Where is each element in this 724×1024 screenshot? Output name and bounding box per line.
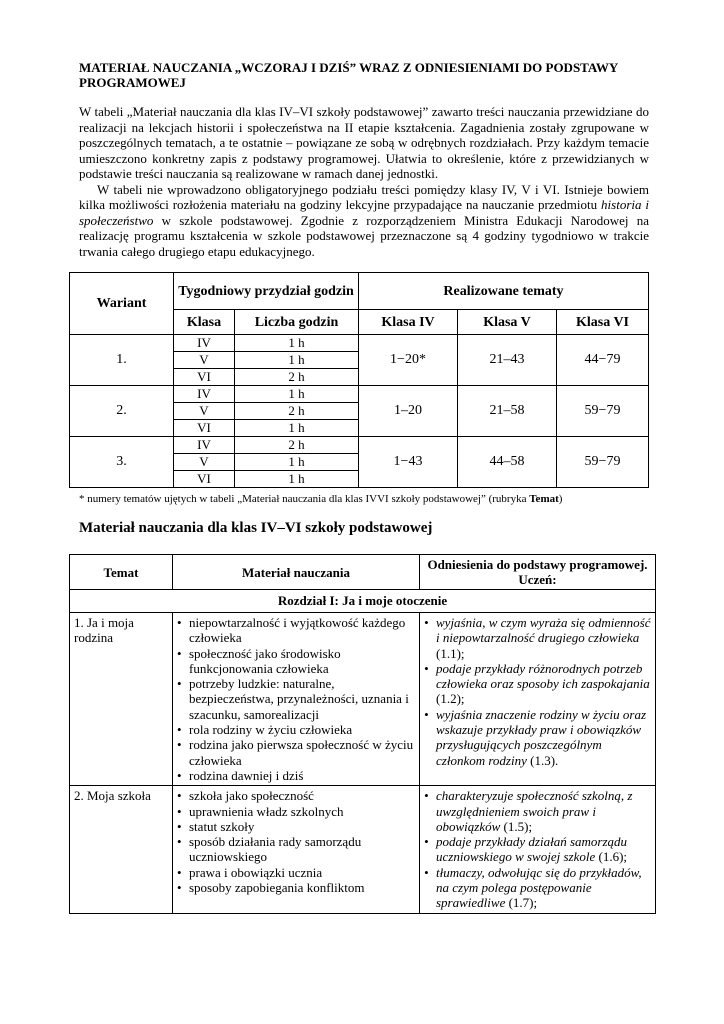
ref-number: (1.3). [526,752,559,768]
list-item [424,661,651,707]
ref-text: podaje przykłady różnorodnych potrzeb człowieka oraz sposoby ich zaspokajania [436,660,650,692]
list-item: • uprawnienia władz szkolnych [177,804,415,819]
ref-text: charakteryzuje społeczność szkolną, z uwzględnieniem swoich praw i obowiązków [436,788,633,834]
ref-text: wyjaśnia, w czym wyraża się odmienność i niepowtarzalność drugiego człowieka [436,615,651,646]
header-klasa-vi: Klasa VI [557,310,649,335]
topics-vi: 59−79 [557,437,649,488]
class-cell: VI [174,420,235,437]
ref-number: (1.1); [436,645,465,661]
header-klasa-v: Klasa V [458,310,557,335]
list-item: • sposoby zapobiegania konfliktom [177,880,415,895]
section-heading: Materiał nauczania dla klas IV–VI szkoły podstawowej [79,520,433,536]
document-title: MATERIAŁ NAUCZANIA „WCZORAJ I DZIŚ” WRAZ Z ODNIESIENIAMI DO PODSTAWY PROGRAMOWEJ [79,60,618,90]
header-przydzial: Tygodniowy przydział godzin [174,273,359,310]
list-item [424,615,651,661]
header-odniesienia: Odniesienia do podstawy programowej. Uczeń: [420,555,656,590]
intro-paragraph-2 [79,182,649,260]
hours-cell: 1 h [235,454,359,471]
topics-iv: 1−20* [359,335,458,386]
intro-text [79,104,649,259]
hours-cell: 1 h [235,352,359,369]
intro-p2-part-a: W tabeli nie wprowadzono obligatoryjnego podziału treści pomiędzy klasy IV, V i VI. Istnieje bowiem kilka możliwości rozłożenia materiału na godziny lekcyjne przypadające na nauczanie przedmiotu [79,181,649,212]
references-cell [420,786,656,913]
intro-p2-italic: historia i społeczeństwo [79,197,649,228]
variant-number: 1. [70,335,174,386]
topics-v: 44–58 [458,437,557,488]
topics-v: 21–43 [458,335,557,386]
variant-row [70,386,649,403]
variant-number: 3. [70,437,174,488]
material-cell [173,786,420,913]
list-item: • statut szkoły [177,819,415,834]
list-item: • szkoła jako społeczność [177,788,415,803]
class-cell: IV [174,437,235,454]
list-item: • społeczność jako środowisko funkcjonowania człowieka [177,646,415,677]
list-item [424,788,651,834]
footnote-end: ) [558,493,563,505]
topic-cell: 1. Ja i moja rodzina [70,613,173,786]
class-cell: IV [174,335,235,352]
curriculum-table [69,554,656,914]
ref-number: (1.2); [436,691,465,707]
list-item [424,834,651,865]
footnote-bold: Temat [529,493,559,505]
hours-cell: 1 h [235,335,359,352]
topics-v: 21–58 [458,386,557,437]
list-item: • sposób działania rady samorządu uczniowskiego [177,834,415,865]
header-tematy: Realizowane tematy [359,273,649,310]
list-item: • rola rodziny w życiu człowieka [177,722,415,737]
list-item [424,865,651,911]
class-cell: V [174,454,235,471]
topics-iv: 1–20 [359,386,458,437]
variant-number: 2. [70,386,174,437]
intro-p2-part-b: w szkole podstawowej. Zgodnie z rozporządzeniem Ministra Edukacji Narodowej na realizację programu kształcenia w szkole podstawowej przeznaczone są 4 godziny tygodniowo w trakcie trwania całego drugiego etapu edukacyjnego. [79,212,649,259]
class-cell: V [174,352,235,369]
list-item [424,707,651,768]
references-cell [420,613,656,786]
header-liczba-godzin: Liczba godzin [235,310,359,335]
table-row [70,786,656,913]
variant-row [70,335,649,352]
table-row [70,613,656,786]
header-klasa: Klasa [174,310,235,335]
ref-number: (1.6); [595,849,628,865]
header-wariant: Wariant [70,273,174,335]
list-item: • potrzeby ludzkie: naturalne, bezpieczeństwa, przynależności, uznania i szacunku, samorealizacji [177,676,415,722]
hours-cell: 1 h [235,420,359,437]
hours-cell: 2 h [235,369,359,386]
topics-vi: 59−79 [557,386,649,437]
hours-cell: 1 h [235,471,359,488]
footnote [79,493,562,505]
ref-text: podaje przykłady działań samorządu uczniowskiego w swojej szkole [436,834,628,865]
hours-cell: 2 h [235,437,359,454]
class-cell: VI [174,369,235,386]
variant-row [70,437,649,454]
list-item: • rodzina dawniej i dziś [177,768,415,783]
ref-number: (1.5); [500,818,533,834]
topics-iv: 1−43 [359,437,458,488]
footnote-text: * numery tematów ujętych w tabeli „Materiał nauczania dla klas IVVI szkoły podstawowej” (rubryka [79,493,530,505]
class-cell: V [174,403,235,420]
material-cell [173,613,420,786]
topic-cell: 2. Moja szkoła [70,786,173,913]
topics-vi: 44−79 [557,335,649,386]
list-item: • rodzina jako pierwsza społeczność w życiu człowieka [177,737,415,768]
list-item: • prawa i obowiązki ucznia [177,865,415,880]
ref-number: (1.7); [505,895,538,911]
header-klasa-iv: Klasa IV [359,310,458,335]
class-cell: VI [174,471,235,488]
class-cell: IV [174,386,235,403]
header-temat: Temat [70,555,173,590]
hours-cell: 1 h [235,386,359,403]
intro-paragraph-1: W tabeli „Materiał nauczania dla klas IV–VI szkoły podstawowej” zawarto treści nauczania przewidziane do realizacji na lekcjach historii i społeczeństwa na II etapie kształcenia. Zagadnienia zostały zgrupowane w poszczególnych tematach, a te ostatnie – powiązane ze sobą w odrębnych rozdziałach. Przy każdym temacie umieszczono konkretny zapis z podstawy programowej. Ułatwia to określenie, które z przewidzianych w podstawie treści nauczania są realizowane w ramach danej jednostki. [79,104,649,181]
ref-text: wyjaśnia znaczenie rodziny w życiu oraz wskazuje przykłady praw i obowiązków przysługujących poszczególnym członkom rodziny [436,706,647,768]
hours-cell: 2 h [235,403,359,420]
variants-table [69,272,649,488]
header-material: Materiał nauczania [173,555,420,590]
list-item: • niepowtarzalność i wyjątkowość każdego człowieka [177,615,415,646]
chapter-heading: Rozdział I: Ja i moje otoczenie [70,590,656,613]
ref-text: tłumaczy, odwołując się do przykładów, na czym polega postępowanie sprawiedliwe [436,864,642,911]
